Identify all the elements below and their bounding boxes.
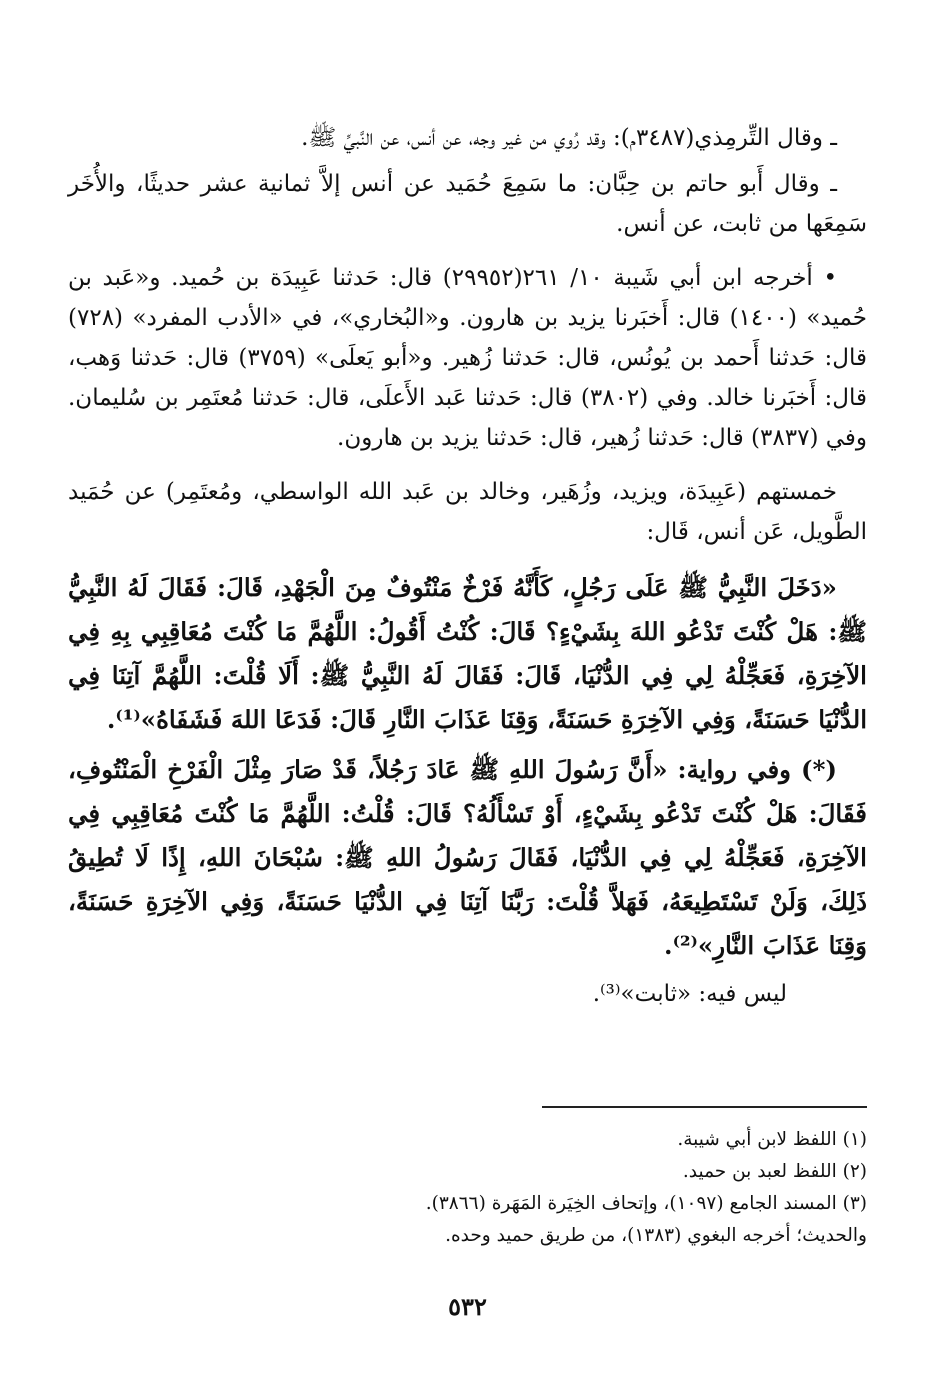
isnad-paragraph: خمستهم (عَبِيدَة، ويزيد، وزُهَير، وخالد بن عَبد الله الواسطي، ومُعتَمِر) عن حُمَيد الطَّويل، عَن أنس، قَال: xyxy=(68,479,867,545)
footnote-2: (٢) اللفظ لعبد بن حميد. xyxy=(682,1161,867,1182)
ibn-hibban-paragraph: ـ وقال أَبو حاتم بن حِبَّان: ما سَمِعَ حُمَيد عن أنس إلاَّ ثمانية عشر حديثًا، والأُخَر سَمِعَها من ثابت، عن أنس. xyxy=(68,171,867,237)
footnote-3: (٣) المسند الجامع (١٠٩٧)، وإتحاف الخِيَرة المَهَرة (٣٨٦٦). xyxy=(425,1193,867,1214)
page-number: ٥٣٢ xyxy=(448,1292,487,1321)
footnote-1: (١) اللفظ لابن أبي شيبة. xyxy=(677,1129,867,1150)
footnote-3-continuation: والحديث؛ أخرجه البغوي (١٣٨٣)، من طريق حميد وحده. xyxy=(445,1225,867,1246)
tirmidhi-paragraph: ـ وقال التِّرمِذي(٣٤٨٧م): وقد رُوي من غير وجه، عن أنس، عن النَّبيِّ ﷺ. xyxy=(301,125,837,151)
hadith-text: «دَخَلَ النَّبِيُّ ﷺ عَلَى رَجُلٍ، كَأَنَّهُ فَرْخٌ مَنْتُوفٌ مِنَ الْجَهْدِ، قَالَ: فَقَالَ لَهُ النَّبِيُّ ﷺ: هَلْ كُنْتَ تَدْعُو اللهَ بِشَيْءٍ؟ قَالَ: كُنْتُ أَقُولُ: اللَّهُمَّ مَا كُنْتَ مُعَاقِبِي بِهِ فِي الآخِرَةِ، فَعَجِّلْهُ لِي فِي الدُّنْيَا، قَالَ: فَقَالَ لَهُ النَّبِيُّ ﷺ: أَلَا قُلْتَ: اللَّهُمَّ آتِنَا فِي الدُّنْيَا حَسَنَةً، وَفِي الآخِرَةِ حَسَنَةً، وَقِنَا عَذَابَ النَّارِ قَالَ: فَدَعَا اللهَ فَشَفَاهُ»⁽¹⁾. xyxy=(68,573,867,734)
hadith-variant: (*) وفي رواية: «أَنَّ رَسُولَ اللهِ ﷺ عَادَ رَجُلاً، قَدْ صَارَ مِثْلَ الْفَرْخِ الْمَنْتُوفِ، فَقَالَ: هَلْ كُنْتَ تَدْعُو بِشَيْءٍ، أَوْ تَسْأَلُهُ؟ قَالَ: قُلْتُ: اللَّهُمَّ مَا كُنْتَ مُعَاقِبِي فِي الآخِرَةِ، فَعَجِّلْهُ لِي فِي الدُّنْيَا، فَقَالَ رَسُولُ اللهِ ﷺ: سُبْحَانَ اللهِ، إِذًا لَا تُطِيقُ ذَلِكَ، وَلَنْ تَسْتَطِيعَهُ، فَهَلاَّ قُلْتَ: رَبَّنَا آتِنَا فِي الدُّنْيَا حَسَنَةً، وَفِي الآخِرَةِ حَسَنَةً، وَقِنَا عَذَابَ النَّارِ»⁽²⁾. xyxy=(68,755,867,960)
takhrij-paragraph: • أخرجه ابن أبي شَيبة ١٠/ ٢٦١(٢٩٩٥٢) قال: حَدثنا عَبِيدَة بن حُميد. و«عَبد بن حُميد» (١٤٠٠) قال: أَخبَرنا يزيد بن هارون. و«البُخاري»، في «الأدب المفرد» (٧٢٨) قال: حَدثنا أَحمد بن يُونُس، قال: حَدثنا زُهير. و«أبو يَعلَى» (٣٧٥٩) قال: حَدثنا وَهب، قال: أَخبَرنا خالد. وفي (٣٨٠٢) قال: حَدثنا عَبد الأَعلَى، قال: حَدثنا مُعتَمِر بن سُليمان. وفي (٣٨٣٧) قال: حَدثنا زُهير، قال: حَدثنا يزيد بن هارون. xyxy=(68,265,867,451)
note-paragraph: ليس فيه: «ثابت»⁽³⁾. xyxy=(592,981,787,1007)
footnotes xyxy=(67,1124,867,1252)
footnote-divider xyxy=(542,1106,867,1108)
